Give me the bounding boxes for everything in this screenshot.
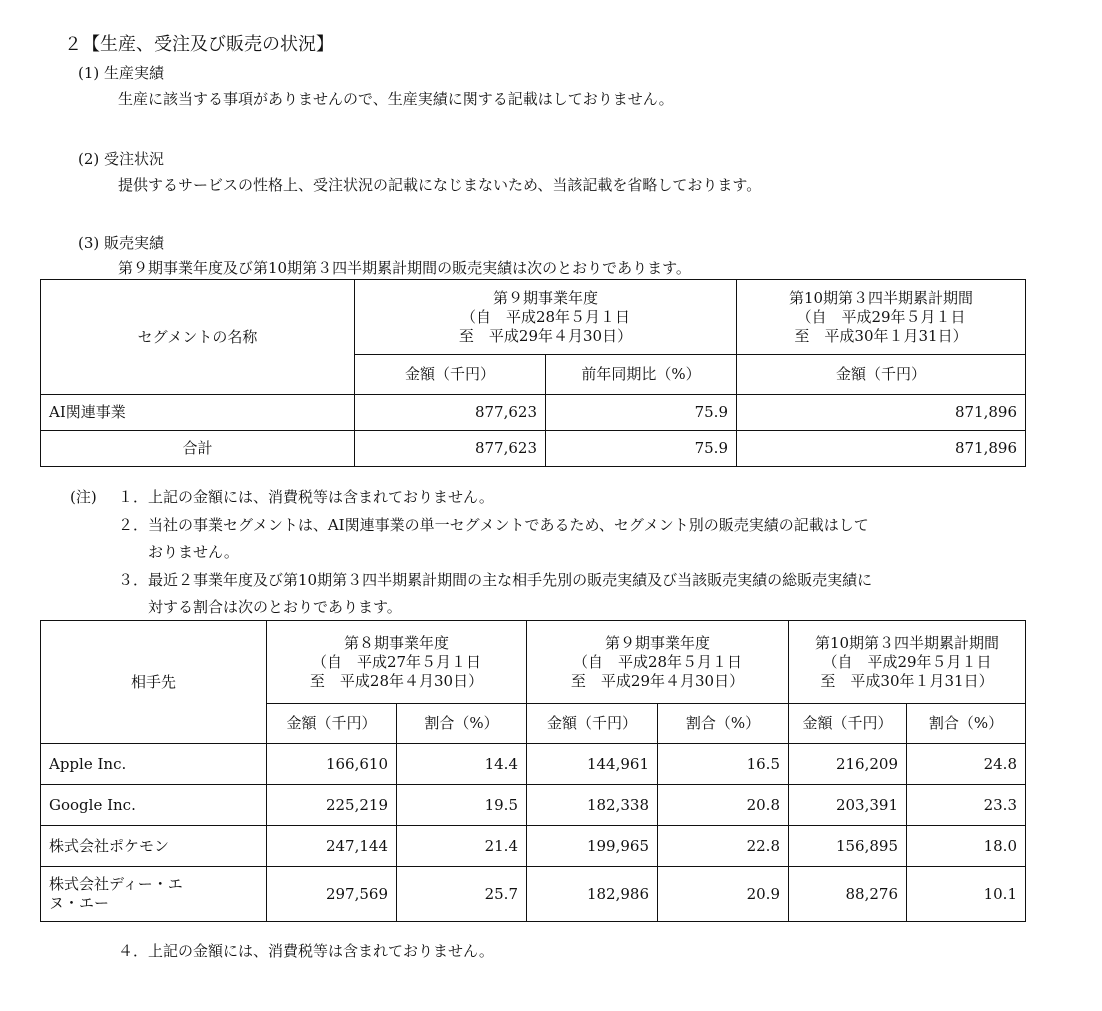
period8-title: 第８期事業年度 bbox=[343, 633, 449, 652]
period1-title: 第９期事業年度 bbox=[492, 288, 598, 307]
orders-text: 提供するサービスの性格上、受注状況の記載になじまないため、当該記載を省略しております。 bbox=[118, 176, 762, 194]
ratio-p9: 16.5 bbox=[658, 744, 789, 785]
note-2a: ２．当社の事業セグメントは、AI関連事業の単一セグメントであるため、セグメント別の販売実績の記載はして bbox=[118, 516, 869, 534]
header-ratio-p10: 割合（%） bbox=[907, 704, 1026, 744]
ratio-p10: 23.3 bbox=[907, 785, 1026, 826]
production-text: 生産に該当する事項がありませんので、生産実績に関する記載はしておりません。 bbox=[118, 90, 674, 108]
table-row bbox=[41, 826, 1026, 867]
orders-label: (2) 受注状況 bbox=[78, 150, 165, 168]
ratio-p8: 21.4 bbox=[397, 826, 527, 867]
table-row bbox=[41, 395, 1026, 431]
amount-p10: 88,276 bbox=[789, 867, 907, 922]
header-ratio-p8: 割合（%） bbox=[397, 704, 527, 744]
row-name: AI関連事業 bbox=[41, 395, 355, 431]
row-name: 合計 bbox=[41, 431, 355, 467]
ratio-p9: 20.8 bbox=[658, 785, 789, 826]
sales-label: (3) 販売実績 bbox=[78, 234, 165, 252]
section-heading: ２【生産、受注及び販売の状況】 bbox=[64, 34, 334, 55]
header-customer: 相手先 bbox=[41, 621, 267, 744]
header-period1 bbox=[355, 280, 737, 355]
period9-from: （自 平成28年５月１日 bbox=[572, 652, 743, 671]
header-amount1: 金額（千円） bbox=[355, 355, 546, 395]
note-4: ４．上記の金額には、消費税等は含まれておりません。 bbox=[118, 942, 494, 960]
customer-name: Google Inc. bbox=[41, 785, 267, 826]
table-row bbox=[41, 867, 1026, 922]
table-row bbox=[41, 785, 1026, 826]
row-amount2: 871,896 bbox=[737, 431, 1026, 467]
ratio-p10: 24.8 bbox=[907, 744, 1026, 785]
amount-p8: 225,219 bbox=[267, 785, 397, 826]
customer-name: 株式会社ポケモン bbox=[41, 826, 267, 867]
header-period10 bbox=[789, 621, 1026, 704]
header-period9 bbox=[527, 621, 789, 704]
period10-to: 至 平成30年１月31日） bbox=[820, 671, 994, 690]
customer-name-line1: 株式会社ディー・エ bbox=[49, 875, 183, 893]
customer-name: Apple Inc. bbox=[41, 744, 267, 785]
table-row bbox=[41, 744, 1026, 785]
notes-prefix: (注) bbox=[70, 488, 97, 506]
ratio-p10: 18.0 bbox=[907, 826, 1026, 867]
amount-p8: 297,569 bbox=[267, 867, 397, 922]
customer-name bbox=[41, 867, 267, 922]
ratio-p10: 10.1 bbox=[907, 867, 1026, 922]
ratio-p8: 19.5 bbox=[397, 785, 527, 826]
amount-p9: 144,961 bbox=[527, 744, 658, 785]
note-3b: 対する割合は次のとおりであります。 bbox=[148, 598, 402, 616]
amount-p9: 199,965 bbox=[527, 826, 658, 867]
row-amount1: 877,623 bbox=[355, 431, 546, 467]
header-amount-p10: 金額（千円） bbox=[789, 704, 907, 744]
period2-from: （自 平成29年５月１日 bbox=[796, 307, 966, 326]
period9-title: 第９期事業年度 bbox=[604, 633, 710, 652]
header-segment: セグメントの名称 bbox=[41, 280, 355, 395]
period10-from: （自 平成29年５月１日 bbox=[822, 652, 992, 671]
header-ratio-p9: 割合（%） bbox=[658, 704, 789, 744]
row-amount2: 871,896 bbox=[737, 395, 1026, 431]
period9-to: 至 平成29年４月30日） bbox=[570, 671, 745, 690]
sales-text: 第９期事業年度及び第10期第３四半期累計期間の販売実績は次のとおりであります。 bbox=[118, 259, 691, 277]
period8-to: 至 平成28年４月30日） bbox=[309, 671, 484, 690]
header-period8 bbox=[267, 621, 527, 704]
customers-table bbox=[40, 620, 1026, 922]
amount-p8: 166,610 bbox=[267, 744, 397, 785]
period1-to: 至 平成29年４月30日） bbox=[458, 326, 633, 345]
row-yoy: 75.9 bbox=[546, 431, 737, 467]
note-2b: おりません。 bbox=[148, 543, 239, 561]
amount-p10: 216,209 bbox=[789, 744, 907, 785]
sales-table bbox=[40, 279, 1026, 467]
row-amount1: 877,623 bbox=[355, 395, 546, 431]
amount-p9: 182,986 bbox=[527, 867, 658, 922]
period2-to: 至 平成30年１月31日） bbox=[794, 326, 968, 345]
amount-p8: 247,144 bbox=[267, 826, 397, 867]
ratio-p9: 22.8 bbox=[658, 826, 789, 867]
amount-p9: 182,338 bbox=[527, 785, 658, 826]
amount-p10: 203,391 bbox=[789, 785, 907, 826]
period1-from: （自 平成28年５月１日 bbox=[460, 307, 631, 326]
period10-title: 第10期第３四半期累計期間 bbox=[814, 633, 1000, 652]
production-label: (1) 生産実績 bbox=[78, 64, 165, 82]
header-yoy: 前年同期比（%） bbox=[546, 355, 737, 395]
table-row bbox=[41, 431, 1026, 467]
period8-from: （自 平成27年５月１日 bbox=[311, 652, 482, 671]
amount-p10: 156,895 bbox=[789, 826, 907, 867]
header-amount2: 金額（千円） bbox=[737, 355, 1026, 395]
note-3a: ３．最近２事業年度及び第10期第３四半期累計期間の主な相手先別の販売実績及び当該販売実績の総販売実績に bbox=[118, 571, 873, 589]
note-1: １．上記の金額には、消費税等は含まれておりません。 bbox=[118, 488, 494, 506]
ratio-p9: 20.9 bbox=[658, 867, 789, 922]
customer-name-line2: ヌ・エー bbox=[49, 894, 110, 912]
ratio-p8: 25.7 bbox=[397, 867, 527, 922]
header-period2 bbox=[737, 280, 1026, 355]
header-amount-p9: 金額（千円） bbox=[527, 704, 658, 744]
row-yoy: 75.9 bbox=[546, 395, 737, 431]
ratio-p8: 14.4 bbox=[397, 744, 527, 785]
period2-title: 第10期第３四半期累計期間 bbox=[788, 288, 974, 307]
header-amount-p8: 金額（千円） bbox=[267, 704, 397, 744]
